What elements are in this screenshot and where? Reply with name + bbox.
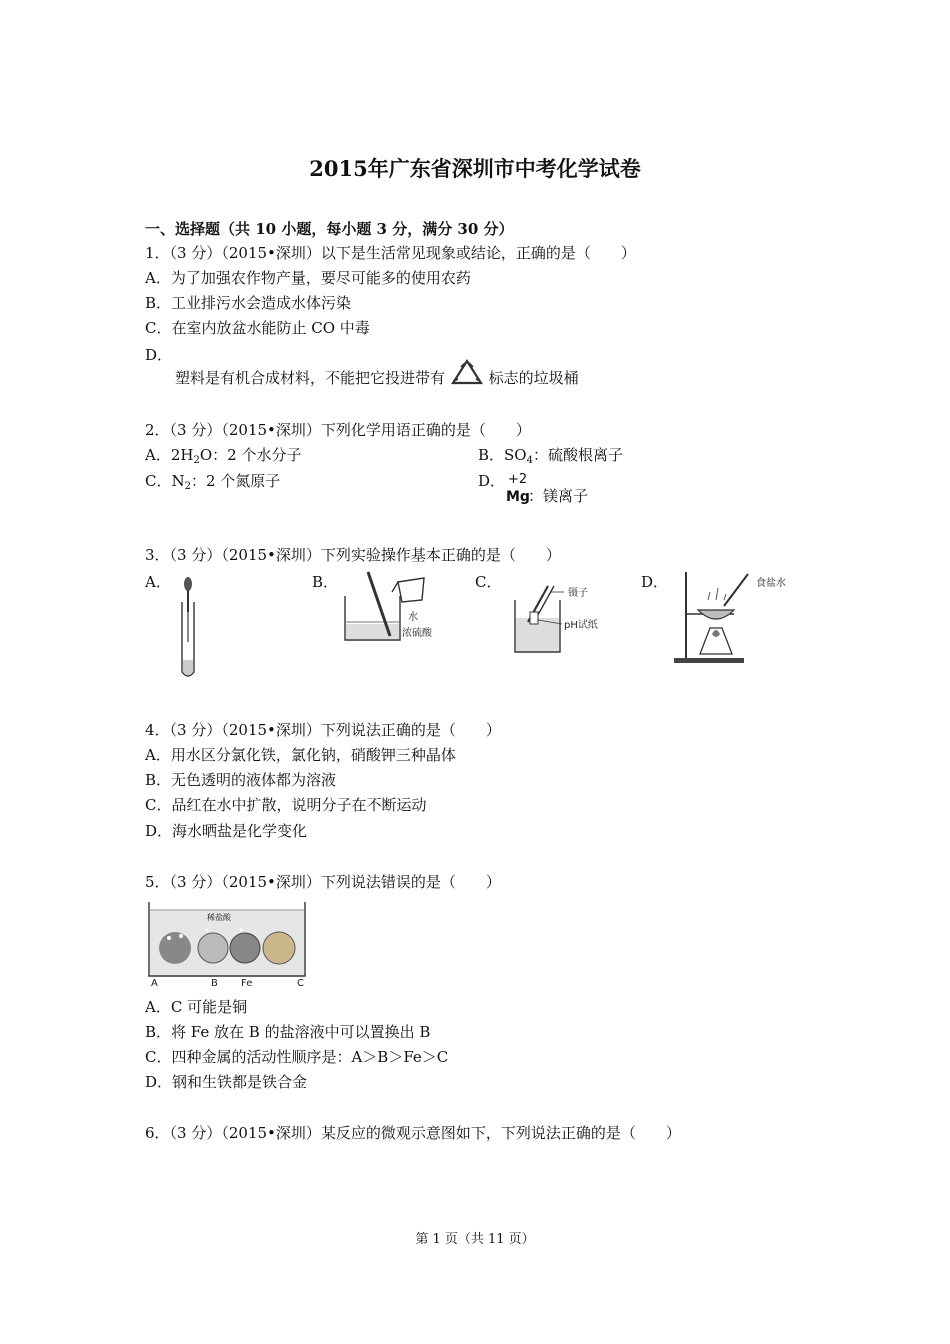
q5-option-c: C．四种金属的活动性顺序是：A＞B＞Fe＞C [145, 1048, 449, 1066]
q4-option-c: C．品红在水中扩散，说明分子在不断运动 [145, 796, 427, 814]
q4-option-b: B．无色透明的液体都为溶液 [145, 771, 337, 789]
section-heading: 一、选择题（共 10 小题，每小题 3 分，满分 30 分） [145, 220, 514, 238]
q3-option-b: B． [312, 573, 339, 591]
q2-option-a: A．$2H_2O$：2 个水分子 [145, 446, 302, 466]
dilution-figure [340, 568, 460, 648]
solution-label: 稀盐酸 [207, 913, 231, 922]
page-title: 2015年广东省深圳市中考化学试卷 [309, 156, 641, 181]
q5-stem: 5．（3 分）（2015•深圳）下列说法错误的是（ ） [145, 873, 501, 891]
q4-option-d: D．海水晒盐是化学变化 [145, 822, 308, 840]
metal-label-b: B [211, 978, 218, 989]
q2-option-d-label: D． [478, 472, 506, 490]
recycle-icon [450, 365, 484, 387]
q3-option-d: D． [641, 573, 669, 591]
q2-charge: +2 [508, 472, 528, 487]
q2-symbol: Mg [506, 489, 530, 505]
ph-test-figure [510, 580, 630, 660]
q1-option-a: A．为了加强农作物产量，要尽可能多的使用农药 [145, 269, 471, 287]
q2-option-d-text: ：镁离子 [528, 487, 589, 505]
acid-label: 浓硫酸 [402, 628, 432, 639]
metal-activity-figure [145, 900, 310, 988]
q4-option-a: A．用水区分氯化铁，氯化钠，硝酸钾三种晶体 [145, 746, 456, 764]
ph-paper-label: pH试纸 [564, 620, 598, 631]
q3-option-a: A． [145, 573, 171, 591]
dropper-test-tube-figure [174, 572, 204, 682]
q1-stem: 1．（3 分）（2015•深圳）以下是生活常见现象或结论，正确的是（ ） [145, 244, 636, 262]
q6-stem: 6．（3 分）（2015•深圳）某反应的微观示意图如下，下列说法正确的是（ ） [145, 1124, 681, 1142]
q1-option-d-text [175, 365, 579, 388]
salt-water-label-1: 食盐水 [756, 578, 786, 589]
q3-option-c: C． [475, 573, 502, 591]
q1-option-d-text-before: 塑料是有机合成材料，不能把它投进带有 [175, 369, 446, 387]
tweezers-label: 镊子 [568, 588, 588, 599]
q2-stem: 2．（3 分）（2015•深圳）下列化学用语正确的是（ ） [145, 421, 531, 439]
water-label: 水 [408, 612, 418, 623]
metal-label-c: C [297, 978, 304, 989]
evaporation-figure [672, 570, 786, 670]
q1-option-b: B．工业排污水会造成水体污染 [145, 294, 352, 312]
metal-label-a: A [151, 978, 158, 989]
metal-label-fe: Fe [241, 978, 253, 989]
q1-option-c: C．在室内放盆水能防止 CO 中毒 [145, 319, 370, 337]
q3-stem: 3．（3 分）（2015•深圳）下列实验操作基本正确的是（ ） [145, 546, 561, 564]
q4-stem: 4．（3 分）（2015•深圳）下列说法正确的是（ ） [145, 721, 501, 739]
q5-option-d: D．钢和生铁都是铁合金 [145, 1073, 308, 1091]
q5-option-b: B．将 Fe 放在 B 的盐溶液中可以置换出 B [145, 1023, 431, 1041]
q1-option-d-text-after: 标志的垃圾桶 [488, 369, 579, 387]
q1-option-d-label: D． [145, 346, 173, 364]
q2-option-b: B．$SO_4$：硫酸根离子 [478, 446, 623, 466]
page-footer: 第 1 页（共 11 页） [415, 1232, 535, 1247]
q2-option-c: C．$N_2$：2 个氮原子 [145, 472, 281, 492]
q5-option-a: A．C 可能是铜 [145, 998, 248, 1016]
